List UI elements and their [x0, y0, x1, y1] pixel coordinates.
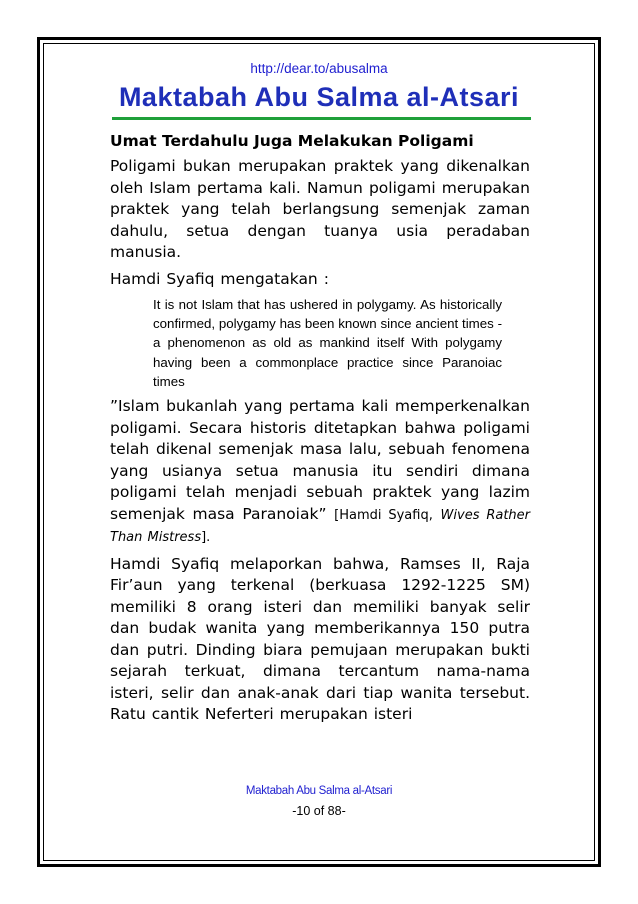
main-content	[110, 124, 530, 731]
block-quote: It is not Islam that has ushered in polygamy. As historically confirmed, polygamy has been known since ancient times - a phenomenon as old as mankind itself With polygamy having been a commonplace practice since Paranoiac times	[153, 297, 502, 389]
header-url-link[interactable]: http://dear.to/abusalma	[250, 61, 388, 76]
header-title: Maktabah Abu Salma al-Atsari	[118, 82, 520, 112]
paragraph-4: Hamdi Syafiq melaporkan bahwa, Ramses II, Raja Fir’aun yang terkenal (berkuasa 1292-1225 SM) memiliki 8 orang isteri dan memiliki banyak selir dan budak wanita yang memberikannya 150 putra dan putri. Dinding biara pemujaan merupakan bukti sejarah terkuat, dimana tercantum nama-nama isteri, selir dan anak-anak dari tiap wanita tersebut. Ratu cantik Neferteri merupakan isteri	[110, 554, 530, 724]
reference-title: Wives Rather Than Mistress	[110, 507, 531, 546]
reference-close: ].	[201, 530, 211, 546]
paragraph-3	[110, 396, 530, 549]
page-number: -10 of 88-	[292, 804, 346, 818]
reference-open: [Hamdi Syafiq,	[334, 507, 433, 523]
paragraph-1: Poligami bukan merupakan praktek yang dikenalkan oleh Islam pertama kali. Namun poligami merupakan praktek yang telah berlangsung semenjak zaman dahulu, setua dengan tuanya usia peradaban manusia.	[110, 157, 530, 261]
paragraph-2: Hamdi Syafiq mengatakan :	[110, 269, 329, 288]
footer-title: Maktabah Abu Salma al-Atsari	[245, 785, 393, 797]
section-heading: Umat Terdahulu Juga Melakukan Poligami	[110, 132, 474, 150]
paragraph-3-text: ”Islam bukanlah yang pertama kali memperkenalkan poligami. Secara historis ditetapkan bahwa poligami telah dikenal semenjak masa lalu, sebuah fenomena yang usianya setua manusia itu sendiri dimana poligami telah menjadi sebuah praktek yang lazim semenjak masa Paranoiak”	[110, 397, 530, 523]
header-divider	[112, 117, 531, 120]
